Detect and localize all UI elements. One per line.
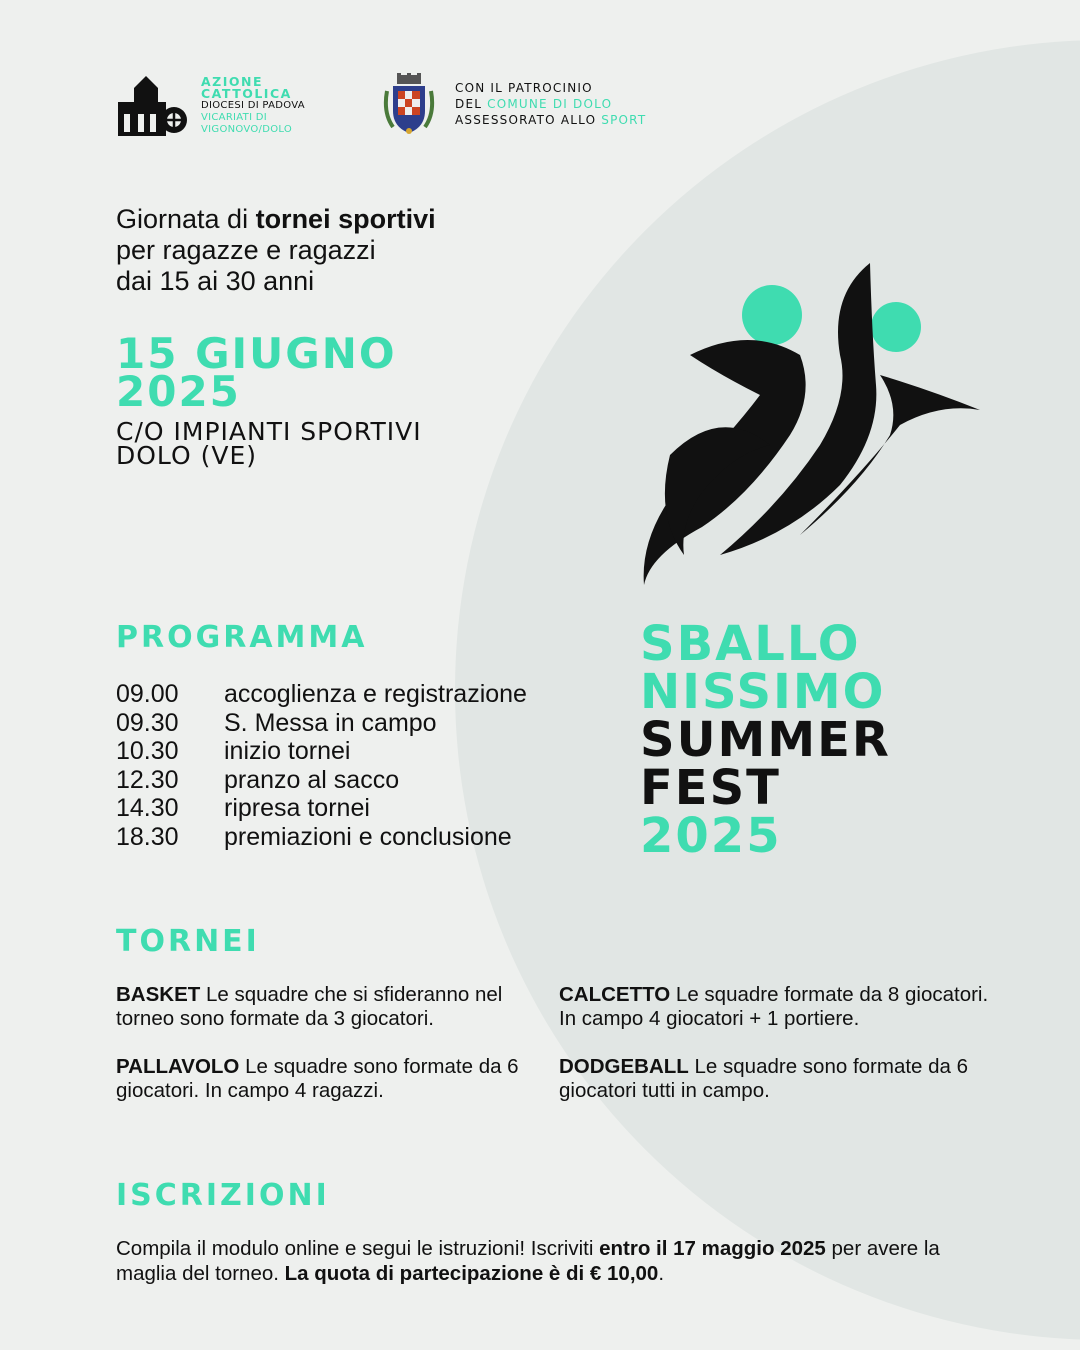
tournament-dodgeball: [559, 1055, 1009, 1103]
event-venue: [116, 417, 422, 470]
fest-title: [640, 616, 891, 864]
schedule-label: ripresa tornei: [224, 794, 370, 822]
program-schedule: [116, 680, 527, 851]
registration-text: [116, 1236, 976, 1286]
tournament-calcetto: [559, 983, 1009, 1031]
patronage-text: [455, 80, 646, 128]
dodgeball-text: Le squadre sono formate da 6 giocatori tutti in campo.: [559, 1055, 969, 1102]
schedule-time: 12.30: [116, 765, 179, 794]
registration-text1: Compila il modulo online e segui le istruzioni! Iscriviti: [116, 1237, 600, 1260]
pallavolo-name: PALLAVOLO: [116, 1055, 240, 1078]
registration-deadline: entro il 17 maggio 2025: [599, 1237, 826, 1260]
fest-line1: SBALLO: [640, 616, 861, 672]
fest-line2: NISSIMO: [640, 664, 886, 720]
schedule-label: accoglienza e registrazione: [224, 680, 527, 708]
ac-line1: AZIONE: [201, 74, 264, 89]
patron-line3: [455, 112, 646, 128]
fest-line4: FEST: [640, 760, 781, 816]
schedule-time: 18.30: [116, 822, 179, 851]
schedule-label: S. Messa in campo: [224, 708, 437, 737]
patron-comune: COMUNE DI DOLO: [487, 97, 613, 111]
athletes-logo-icon: [640, 255, 990, 595]
registration-text2: per avere la maglia del torneo.: [116, 1237, 940, 1285]
basket-text: Le squadre che si sfideranno nel torneo sono formate da 3 giocatori.: [116, 983, 503, 1030]
tournament-pallavolo: [116, 1055, 566, 1103]
fest-line5: 2025: [640, 808, 782, 864]
registration-title: ISCRIZIONI: [116, 1178, 330, 1213]
schedule-label: inizio tornei: [224, 737, 351, 765]
schedule-row: [116, 680, 527, 709]
ac-line5: VIGONOVO/DOLO: [201, 124, 293, 135]
venue-line2: DOLO (VE): [116, 441, 257, 470]
pallavolo-text: Le squadre sono formate da 6 giocatori. In campo 4 ragazzi.: [116, 1055, 519, 1102]
intro-bold: tornei sportivi: [255, 204, 436, 234]
patron-line3-pre: ASSESSORATO ALLO: [455, 113, 602, 127]
schedule-row: [116, 766, 527, 795]
schedule-row: [116, 709, 527, 738]
patron-sport: SPORT: [601, 113, 647, 127]
intro-text: [116, 204, 436, 297]
event-date: [116, 329, 397, 416]
ac-line2: CATTOLICA: [201, 86, 292, 101]
azione-cattolica-text: [201, 76, 305, 136]
patron-line2-pre: DEL: [455, 97, 488, 111]
comune-crest-icon: [379, 73, 439, 142]
tournaments-title: TORNEI: [116, 924, 260, 959]
schedule-row: [116, 794, 527, 823]
calcetto-name: CALCETTO: [559, 983, 671, 1006]
schedule-time: 09.00: [116, 680, 179, 708]
ac-line4: VICARIATI DI: [201, 112, 268, 123]
schedule-label: pranzo al sacco: [224, 765, 400, 794]
intro-line3: dai 15 ai 30 anni: [116, 266, 315, 296]
venue-line1: C/O IMPIANTI SPORTIVI: [116, 417, 422, 446]
schedule-time: 09.30: [116, 708, 179, 737]
dodgeball-name: DODGEBALL: [559, 1055, 689, 1078]
schedule-row: [116, 823, 527, 852]
intro-line1: [116, 204, 436, 235]
ac-line3: DIOCESI DI PADOVA: [201, 100, 305, 111]
intro-pre: Giornata di: [116, 204, 256, 234]
registration-text3: .: [658, 1262, 665, 1285]
calcetto-text: Le squadre formate da 8 giocatori. In campo 4 giocatori + 1 portiere.: [559, 983, 989, 1030]
program-title: PROGRAMMA: [116, 620, 368, 655]
schedule-label: premiazioni e conclusione: [224, 822, 512, 851]
patron-line1: CON IL PATROCINIO: [455, 81, 593, 95]
basket-name: BASKET: [116, 983, 201, 1006]
schedule-row: [116, 737, 527, 766]
schedule-time: 10.30: [116, 737, 179, 765]
fest-line3: SUMMER: [640, 712, 891, 768]
intro-line2: per ragazze e ragazzi: [116, 235, 376, 265]
azione-cattolica-logo: [116, 74, 188, 143]
schedule-time: 14.30: [116, 794, 179, 822]
tournament-basket: [116, 983, 566, 1031]
date-line1: 15 GIUGNO: [116, 329, 397, 378]
date-line2: 2025: [116, 367, 241, 416]
patron-line2: [455, 96, 646, 112]
registration-fee: La quota di partecipazione è di € 10,00: [284, 1262, 659, 1285]
